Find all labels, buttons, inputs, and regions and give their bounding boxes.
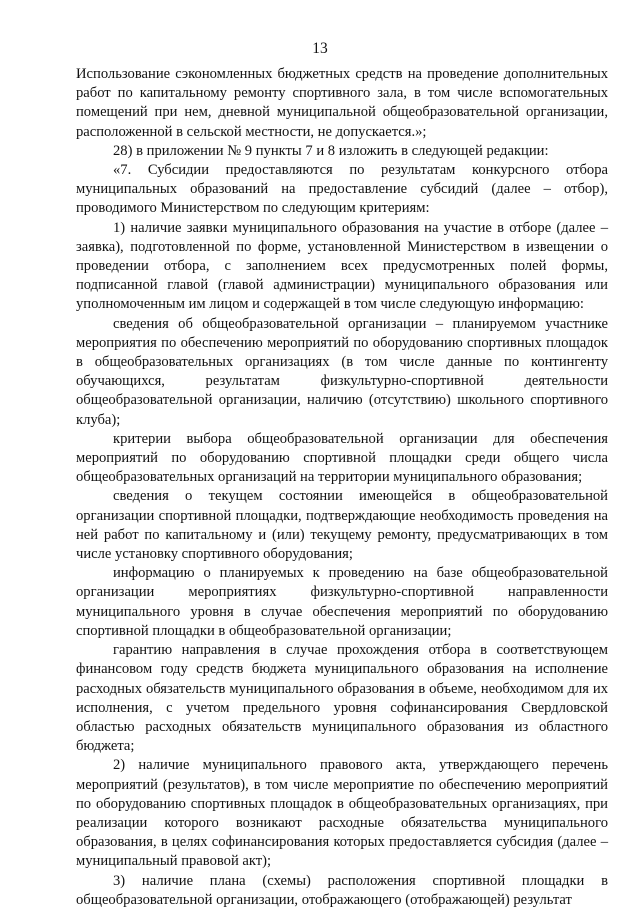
paragraph-criterion-3-site-plan: 3) наличие плана (схемы) расположения спортивной площадки в общеобразовательной организации, отображающего (отображающей) результат [76,872,608,908]
paragraph-organization-info: сведения об общеобразовательной организации – планируемом участнике мероприятия по обеспечению мероприятий по оборудованию спортивных площадок в общеобразовательных организациях (в том числе данные по контингенту обучающихся, результатам физкультурно-спортивной деятельности общеобразовательной организации, наличию (отсутствию) школьного спортивного клуба); [76,315,608,428]
paragraph-item-28: 28) в приложении № 9 пункты 7 и 8 изложить в следующей редакции: [113,142,549,159]
page-number: 13 [312,40,328,57]
paragraph-budget-guarantee: гарантию направления в случае прохождения отбора в соответствующем финансовом году средств бюджета муниципального образования на исполнение расходных обязательств муниципального образования в объеме, необходимом для их исполнения, с учетом предельного уровня софинансирования Свердловской областью расходных обязательств муниципального образования из областного бюджета; [76,642,608,755]
paragraph-sport-hall-savings: Использование сэкономленных бюджетных средств на проведение дополнительных работ по капитальному ремонту спортивного зала, в том числе вспомогательных помещений при нем, дневной муниципальной общеобразовательной организации, расположенной в сельской местности, не допускается.»; [76,66,608,140]
paragraph-planned-events: информацию о планируемых к проведению на базе общеобразовательной организации мероприятиях физкультурно-спортивной направленности муниципального уровня в случае обеспечения мероприятий по оборудованию спортивной площадки в общеобразовательной организации; [76,565,608,639]
paragraph-current-state: сведения о текущем состоянии имеющейся в общеобразовательной организации спортивной площадки, подтверждающие необходимость проведения на ней работ по капитальному и (или) текущему ремонту, предусматривающих в том числе установку спортивного оборудования; [76,488,608,563]
paragraph-clause-7: «7. Субсидии предоставляются по результатам конкурсного отбора муниципальных образований на предоставление субсидий (далее – отбор), проводимого Министерством по следующим критериям: [76,162,608,217]
paragraph-criterion-2-legal-act: 2) наличие муниципального правового акта, утверждающего перечень мероприятий (результатов), в том числе мероприятие по обеспечению мероприятий по оборудованию спортивных площадок в общеобразовательных организациях, при реализации которого возникают расходные обязательства муниципального образования, в целях софинансирования которых предоставляется субсидия (далее – муниципальный правовой акт); [76,757,608,870]
document-body [76,65,608,910]
paragraph-criterion-1-application: 1) наличие заявки муниципального образования на участие в отборе (далее – заявка), подготовленной по форме, установленной Министерством в извещении о проведении отбора, с заполнением всех предусмотренных полей формы, подписанной главой (главой администрации) муниципального образования или уполномоченным им лицом и содержащей в том числе следующую информацию: [76,219,608,313]
paragraph-selection-criteria: критерии выбора общеобразовательной организации для обеспечения мероприятий по оборудованию спортивной площадки среди общего числа общеобразовательных организаций на территории муниципального образования; [76,430,608,486]
